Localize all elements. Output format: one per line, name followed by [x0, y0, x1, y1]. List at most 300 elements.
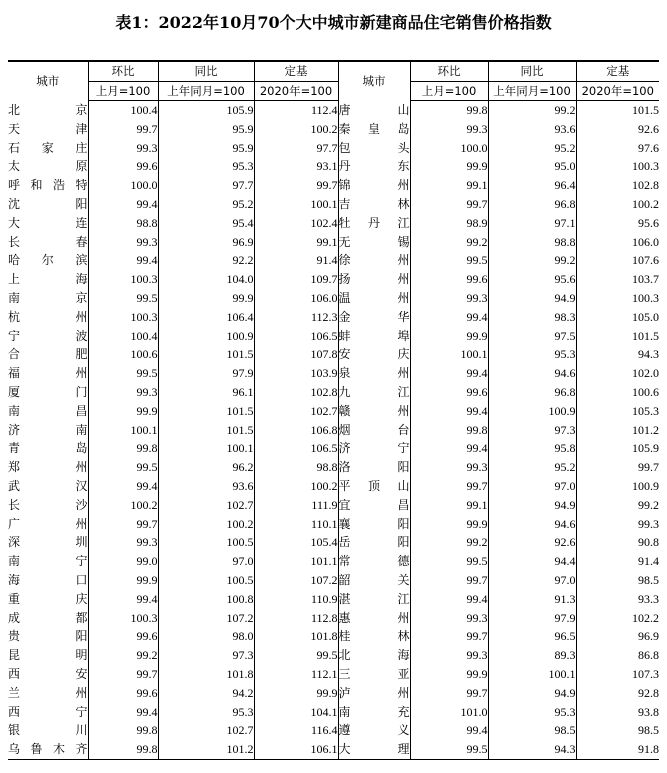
- right-city-cell: 烟台: [338, 421, 410, 440]
- right-city-cell: 九江: [338, 383, 410, 402]
- left-city-cell: 成都: [8, 609, 88, 628]
- table-row: [8, 139, 659, 158]
- left-yoy-cell: 101.8: [158, 665, 254, 684]
- right-base-cell: 93.8: [638, 704, 659, 719]
- left-city-cell: 银川: [8, 721, 88, 740]
- right-city-cell: 宜昌: [338, 496, 410, 515]
- table-row: [8, 571, 659, 590]
- right-mom-cell: 99.6: [410, 383, 488, 402]
- right-base-cell: 99.7: [638, 460, 659, 475]
- header-yoy-right: 同比: [488, 61, 576, 81]
- right-yoy-cell: 100.1: [488, 665, 576, 684]
- left-yoy-cell: 92.2: [158, 251, 254, 270]
- left-yoy-cell: 100.8: [158, 590, 254, 609]
- left-city-cell: 合肥: [8, 345, 88, 364]
- right-city-cell: 秦皇岛: [338, 120, 410, 139]
- left-base-cell: 103.9: [254, 364, 338, 383]
- header-mom-left: 环比: [88, 61, 158, 81]
- left-city-cell: 上海: [8, 270, 88, 289]
- right-base-cell: 100.9: [632, 478, 659, 493]
- right-mom-cell: 99.6: [410, 270, 488, 289]
- table-row: [8, 214, 659, 233]
- right-base-cell: 99.3: [638, 516, 659, 531]
- header-city-right: 城市: [338, 61, 410, 101]
- right-base-cell: 101.5: [632, 328, 659, 343]
- right-mom-cell: 99.4: [410, 308, 488, 327]
- right-city-cell: 襄阳: [338, 515, 410, 534]
- left-base-cell: 106.8: [254, 421, 338, 440]
- right-mom-cell: 99.7: [410, 477, 488, 496]
- right-yoy-cell: 95.0: [488, 157, 576, 176]
- left-mom-cell: 99.7: [88, 120, 158, 139]
- left-yoy-cell: 100.2: [158, 515, 254, 534]
- left-yoy-cell: 100.9: [158, 327, 254, 346]
- left-mom-cell: 99.4: [88, 703, 158, 722]
- right-mom-cell: 99.7: [410, 571, 488, 590]
- right-yoy-cell: 96.8: [488, 195, 576, 214]
- right-base-cell: 95.6: [638, 215, 659, 230]
- left-yoy-cell: 107.2: [158, 609, 254, 628]
- left-city-cell: 长春: [8, 233, 88, 252]
- right-base-cell: 94.3: [638, 347, 659, 362]
- left-city-cell: 沈阳: [8, 195, 88, 214]
- table-row: [8, 515, 659, 534]
- right-city-cell: 洛阳: [338, 458, 410, 477]
- left-yoy-cell: 97.0: [158, 552, 254, 571]
- left-yoy-cell: 100.5: [158, 571, 254, 590]
- right-city-cell: 赣州: [338, 402, 410, 421]
- left-city-cell: 宁波: [8, 327, 88, 346]
- left-yoy-cell: 96.2: [158, 458, 254, 477]
- right-base-cell: 100.6: [632, 384, 659, 399]
- left-yoy-cell: 104.0: [158, 270, 254, 289]
- right-city-cell: 唐山: [338, 101, 410, 120]
- left-yoy-cell: 100.1: [158, 439, 254, 458]
- right-mom-cell: 99.4: [410, 402, 488, 421]
- right-base-cell: 86.8: [638, 648, 659, 663]
- right-base-cell: 96.9: [638, 629, 659, 644]
- left-mom-cell: 99.3: [88, 139, 158, 158]
- left-mom-cell: 100.0: [88, 176, 158, 195]
- left-base-cell: 101.8: [254, 627, 338, 646]
- right-city-cell: 桂林: [338, 627, 410, 646]
- left-base-cell: 107.8: [254, 345, 338, 364]
- right-city-cell: 丹东: [338, 157, 410, 176]
- left-base-cell: 106.0: [254, 289, 338, 308]
- left-city-cell: 长沙: [8, 496, 88, 515]
- left-mom-cell: 99.5: [88, 458, 158, 477]
- left-base-cell: 106.5: [254, 439, 338, 458]
- right-base-cell: 101.2: [632, 422, 659, 437]
- right-city-cell: 韶关: [338, 571, 410, 590]
- left-city-cell: 兰州: [8, 684, 88, 703]
- right-yoy-cell: 94.3: [488, 740, 576, 759]
- left-city-cell: 济南: [8, 421, 88, 440]
- left-base-cell: 99.9: [254, 684, 338, 703]
- table-row: [8, 308, 659, 327]
- right-city-cell: 锦州: [338, 176, 410, 195]
- right-mom-cell: 99.5: [410, 251, 488, 270]
- left-city-cell: 哈尔滨: [8, 251, 88, 270]
- left-base-cell: 110.1: [254, 515, 338, 534]
- left-base-cell: 100.2: [254, 477, 338, 496]
- right-mom-cell: 99.3: [410, 646, 488, 665]
- right-city-cell: 牡丹江: [338, 214, 410, 233]
- right-yoy-cell: 95.8: [488, 439, 576, 458]
- left-base-cell: 107.2: [254, 571, 338, 590]
- left-mom-cell: 99.6: [88, 684, 158, 703]
- right-city-cell: 徐州: [338, 251, 410, 270]
- left-city-cell: 武汉: [8, 477, 88, 496]
- right-city-cell: 泸州: [338, 684, 410, 703]
- right-yoy-cell: 91.3: [488, 590, 576, 609]
- right-yoy-cell: 96.8: [488, 383, 576, 402]
- right-mom-cell: 99.5: [410, 740, 488, 759]
- right-mom-cell: 99.4: [410, 721, 488, 740]
- left-city-cell: 西宁: [8, 703, 88, 722]
- left-yoy-cell: 95.3: [158, 157, 254, 176]
- left-city-cell: 呼和浩特: [8, 176, 88, 195]
- right-base-cell: 107.6: [632, 253, 659, 268]
- left-mom-cell: 100.2: [88, 496, 158, 515]
- right-base-cell: 100.2: [632, 196, 659, 211]
- left-mom-cell: 99.4: [88, 251, 158, 270]
- table-row: [8, 101, 659, 120]
- left-city-cell: 青岛: [8, 439, 88, 458]
- left-city-cell: 深圳: [8, 533, 88, 552]
- right-base-cell: 106.0: [632, 234, 659, 249]
- right-city-cell: 温州: [338, 289, 410, 308]
- right-city-cell: 三亚: [338, 665, 410, 684]
- left-base-cell: 102.4: [254, 214, 338, 233]
- subheader-yoy-left: 上年同月=100: [158, 81, 254, 101]
- right-yoy-cell: 99.2: [488, 251, 576, 270]
- left-yoy-cell: 102.7: [158, 496, 254, 515]
- table-row: [8, 157, 659, 176]
- table-row: [8, 477, 659, 496]
- left-base-cell: 99.7: [254, 176, 338, 195]
- left-yoy-cell: 95.9: [158, 139, 254, 158]
- left-mom-cell: 99.3: [88, 383, 158, 402]
- right-mom-cell: 99.3: [410, 120, 488, 139]
- right-city-cell: 岳阳: [338, 533, 410, 552]
- right-city-cell: 包头: [338, 139, 410, 158]
- left-yoy-cell: 96.9: [158, 233, 254, 252]
- price-index-table: [8, 60, 659, 760]
- left-base-cell: 93.1: [254, 157, 338, 176]
- right-mom-cell: 99.7: [410, 195, 488, 214]
- right-city-cell: 金华: [338, 308, 410, 327]
- right-mom-cell: 99.9: [410, 327, 488, 346]
- table-row: [8, 721, 659, 740]
- right-mom-cell: 99.8: [410, 101, 488, 120]
- left-mom-cell: 99.7: [88, 515, 158, 534]
- header-yoy-left: 同比: [158, 61, 254, 81]
- header-city-left: 城市: [8, 61, 88, 101]
- left-base-cell: 112.4: [254, 101, 338, 120]
- right-yoy-cell: 94.4: [488, 552, 576, 571]
- table-row: [8, 383, 659, 402]
- left-city-cell: 乌鲁木齐: [8, 740, 88, 759]
- table-row: [8, 421, 659, 440]
- left-city-cell: 南京: [8, 289, 88, 308]
- right-mom-cell: 99.4: [410, 364, 488, 383]
- right-mom-cell: 99.2: [410, 533, 488, 552]
- left-mom-cell: 100.1: [88, 421, 158, 440]
- right-base-cell: 100.3: [632, 290, 659, 305]
- right-mom-cell: 99.4: [410, 590, 488, 609]
- right-city-cell: 北海: [338, 646, 410, 665]
- table-row: [8, 552, 659, 571]
- table-row: [8, 345, 659, 364]
- table-row: [8, 402, 659, 421]
- right-base-cell: 97.6: [638, 140, 659, 155]
- right-yoy-cell: 96.4: [488, 176, 576, 195]
- right-mom-cell: 99.3: [410, 289, 488, 308]
- right-base-cell: 100.3: [632, 159, 659, 174]
- left-yoy-cell: 101.5: [158, 402, 254, 421]
- left-yoy-cell: 97.3: [158, 646, 254, 665]
- right-mom-cell: 99.1: [410, 496, 488, 515]
- right-city-cell: 扬州: [338, 270, 410, 289]
- left-city-cell: 太原: [8, 157, 88, 176]
- header-base-right: 定基: [576, 61, 659, 81]
- left-yoy-cell: 106.4: [158, 308, 254, 327]
- left-yoy-cell: 98.0: [158, 627, 254, 646]
- left-base-cell: 112.3: [254, 308, 338, 327]
- right-yoy-cell: 97.5: [488, 327, 576, 346]
- right-city-cell: 吉林: [338, 195, 410, 214]
- right-city-cell: 安庆: [338, 345, 410, 364]
- right-yoy-cell: 94.6: [488, 364, 576, 383]
- right-city-cell: 泉州: [338, 364, 410, 383]
- table-row: [8, 609, 659, 628]
- left-yoy-cell: 101.5: [158, 421, 254, 440]
- left-mom-cell: 99.5: [88, 364, 158, 383]
- left-mom-cell: 99.4: [88, 195, 158, 214]
- left-base-cell: 100.2: [254, 120, 338, 139]
- right-city-cell: 无锡: [338, 233, 410, 252]
- right-mom-cell: 99.2: [410, 233, 488, 252]
- right-base-cell: 103.7: [632, 272, 659, 287]
- left-yoy-cell: 93.6: [158, 477, 254, 496]
- right-yoy-cell: 98.3: [488, 308, 576, 327]
- table-row: [8, 533, 659, 552]
- left-yoy-cell: 95.3: [158, 703, 254, 722]
- left-base-cell: 112.8: [254, 609, 338, 628]
- right-yoy-cell: 92.6: [488, 533, 576, 552]
- left-base-cell: 91.4: [254, 251, 338, 270]
- left-mom-cell: 99.0: [88, 552, 158, 571]
- right-base-cell: 105.9: [632, 441, 659, 456]
- right-mom-cell: 99.7: [410, 684, 488, 703]
- right-city-cell: 惠州: [338, 609, 410, 628]
- left-mom-cell: 100.6: [88, 345, 158, 364]
- table-row: [8, 176, 659, 195]
- left-city-cell: 重庆: [8, 590, 88, 609]
- right-city-cell: 大理: [338, 740, 410, 759]
- subheader-base-right: 2020年=100: [576, 81, 659, 101]
- left-city-cell: 北京: [8, 101, 88, 120]
- right-yoy-cell: 94.9: [488, 684, 576, 703]
- right-base-cell: 105.3: [632, 403, 659, 418]
- left-base-cell: 106.1: [254, 740, 338, 759]
- left-mom-cell: 99.8: [88, 740, 158, 759]
- left-base-cell: 102.8: [254, 383, 338, 402]
- right-yoy-cell: 94.6: [488, 515, 576, 534]
- right-yoy-cell: 95.3: [488, 345, 576, 364]
- left-city-cell: 南昌: [8, 402, 88, 421]
- subheader-mom-right: 上月=100: [410, 81, 488, 101]
- right-base-cell: 91.8: [638, 742, 659, 757]
- right-city-cell: 湛江: [338, 590, 410, 609]
- table-row: [8, 251, 659, 270]
- left-base-cell: 100.1: [254, 195, 338, 214]
- left-base-cell: 101.1: [254, 552, 338, 571]
- right-base-cell: 101.5: [632, 103, 659, 117]
- left-yoy-cell: 95.9: [158, 120, 254, 139]
- left-yoy-cell: 96.1: [158, 383, 254, 402]
- right-yoy-cell: 95.2: [488, 458, 576, 477]
- left-yoy-cell: 94.2: [158, 684, 254, 703]
- left-mom-cell: 99.7: [88, 665, 158, 684]
- left-city-cell: 昆明: [8, 646, 88, 665]
- table-row: [8, 627, 659, 646]
- left-city-cell: 海口: [8, 571, 88, 590]
- left-mom-cell: 100.4: [88, 101, 158, 120]
- left-city-cell: 大连: [8, 214, 88, 233]
- right-mom-cell: 99.1: [410, 176, 488, 195]
- right-mom-cell: 99.9: [410, 515, 488, 534]
- right-city-cell: 遵义: [338, 721, 410, 740]
- right-mom-cell: 99.8: [410, 421, 488, 440]
- left-mom-cell: 99.4: [88, 590, 158, 609]
- left-base-cell: 111.9: [254, 496, 338, 515]
- right-base-cell: 102.0: [632, 366, 659, 381]
- left-mom-cell: 100.3: [88, 308, 158, 327]
- right-base-cell: 99.2: [638, 497, 659, 512]
- subheader-base-left: 2020年=100: [254, 81, 338, 101]
- left-mom-cell: 100.3: [88, 609, 158, 628]
- left-base-cell: 116.4: [254, 721, 338, 740]
- left-yoy-cell: 97.7: [158, 176, 254, 195]
- right-city-cell: 蚌埠: [338, 327, 410, 346]
- right-base-cell: 90.8: [638, 535, 659, 550]
- left-mom-cell: 99.8: [88, 721, 158, 740]
- right-yoy-cell: 98.5: [488, 721, 576, 740]
- left-base-cell: 105.4: [254, 533, 338, 552]
- right-base-cell: 92.8: [638, 685, 659, 700]
- right-mom-cell: 100.1: [410, 345, 488, 364]
- left-city-cell: 厦门: [8, 383, 88, 402]
- right-mom-cell: 101.0: [410, 703, 488, 722]
- right-base-cell: 98.5: [638, 723, 659, 738]
- table-row: [8, 195, 659, 214]
- right-yoy-cell: 94.9: [488, 289, 576, 308]
- table-row: [8, 364, 659, 383]
- left-mom-cell: 99.9: [88, 402, 158, 421]
- right-city-cell: 平顶山: [338, 477, 410, 496]
- right-base-cell: 91.4: [638, 554, 659, 569]
- left-mom-cell: 100.4: [88, 327, 158, 346]
- left-yoy-cell: 95.2: [158, 195, 254, 214]
- subheader-mom-left: 上月=100: [88, 81, 158, 101]
- right-city-cell: 常德: [338, 552, 410, 571]
- table-title: 表1：2022年10月70个大中城市新建商品住宅销售价格指数: [115, 13, 552, 32]
- right-mom-cell: 99.7: [410, 627, 488, 646]
- right-mom-cell: 98.9: [410, 214, 488, 233]
- left-mom-cell: 99.9: [88, 571, 158, 590]
- table-row: [8, 327, 659, 346]
- header-base-left: 定基: [254, 61, 338, 81]
- right-yoy-cell: 97.3: [488, 421, 576, 440]
- right-yoy-cell: 97.9: [488, 609, 576, 628]
- right-yoy-cell: 97.0: [488, 477, 576, 496]
- header-mom-right: 环比: [410, 61, 488, 81]
- right-base-cell: 102.8: [632, 178, 659, 193]
- right-mom-cell: 99.4: [410, 439, 488, 458]
- left-city-cell: 西安: [8, 665, 88, 684]
- right-base-cell: 105.0: [632, 309, 659, 324]
- left-base-cell: 99.1: [254, 233, 338, 252]
- left-base-cell: 106.5: [254, 327, 338, 346]
- right-base-cell: 98.5: [638, 572, 659, 587]
- right-yoy-cell: 93.6: [488, 120, 576, 139]
- table-row: [8, 120, 659, 139]
- left-yoy-cell: 99.9: [158, 289, 254, 308]
- right-mom-cell: 99.5: [410, 552, 488, 571]
- right-yoy-cell: 100.9: [488, 402, 576, 421]
- left-base-cell: 99.5: [254, 646, 338, 665]
- left-mom-cell: 98.8: [88, 214, 158, 233]
- left-city-cell: 广州: [8, 515, 88, 534]
- left-city-cell: 天津: [8, 120, 88, 139]
- right-mom-cell: 99.3: [410, 458, 488, 477]
- table-row: [8, 458, 659, 477]
- left-yoy-cell: 101.5: [158, 345, 254, 364]
- left-mom-cell: 99.6: [88, 627, 158, 646]
- right-yoy-cell: 96.5: [488, 627, 576, 646]
- left-base-cell: 112.1: [254, 665, 338, 684]
- left-base-cell: 104.1: [254, 703, 338, 722]
- left-city-cell: 石家庄: [8, 139, 88, 158]
- left-mom-cell: 100.3: [88, 270, 158, 289]
- right-base-cell: 107.3: [632, 666, 659, 681]
- right-yoy-cell: 89.3: [488, 646, 576, 665]
- left-yoy-cell: 95.4: [158, 214, 254, 233]
- right-mom-cell: 100.0: [410, 139, 488, 158]
- right-yoy-cell: 98.8: [488, 233, 576, 252]
- right-mom-cell: 99.3: [410, 609, 488, 628]
- left-base-cell: 98.8: [254, 458, 338, 477]
- left-yoy-cell: 105.9: [158, 101, 254, 120]
- left-yoy-cell: 97.9: [158, 364, 254, 383]
- right-mom-cell: 99.9: [410, 665, 488, 684]
- left-mom-cell: 99.6: [88, 157, 158, 176]
- right-yoy-cell: 99.2: [488, 101, 576, 120]
- right-yoy-cell: 94.9: [488, 496, 576, 515]
- table-row: [8, 665, 659, 684]
- left-base-cell: 102.7: [254, 402, 338, 421]
- right-yoy-cell: 95.3: [488, 703, 576, 722]
- table-body: [8, 101, 659, 760]
- right-base-cell: 92.6: [638, 121, 659, 136]
- left-mom-cell: 99.3: [88, 233, 158, 252]
- right-base-cell: 93.3: [638, 591, 659, 606]
- left-mom-cell: 99.2: [88, 646, 158, 665]
- table-row: [8, 496, 659, 515]
- table-row: [8, 289, 659, 308]
